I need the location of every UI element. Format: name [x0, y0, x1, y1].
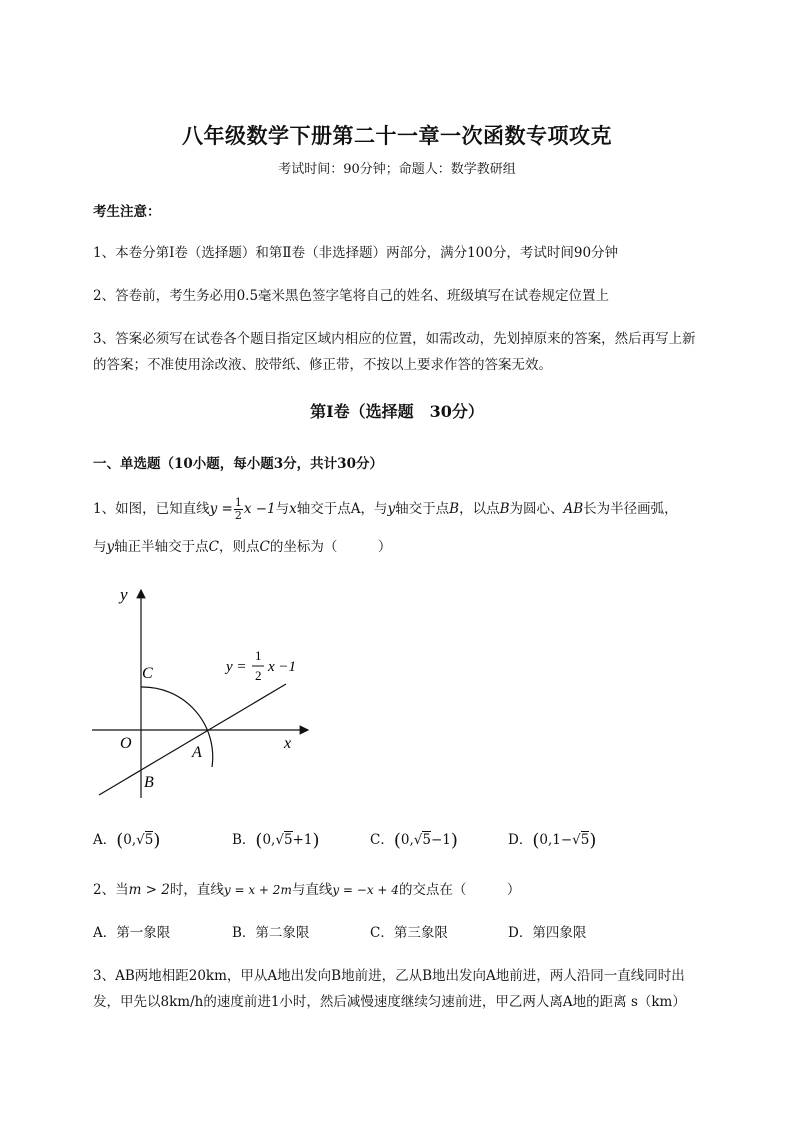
q1-eq-rest: x −1	[243, 501, 276, 517]
question-3-line-1: 3、AB两地相距20km，甲从A地出发向B地前进，乙从B地出发向A地前进，两人沿同一直线同时出	[93, 968, 685, 984]
notice-item-2: 2、答卷前，考生务必用0.5毫米黑色签字笔将自己的姓名、班级填写在试卷规定位置上	[93, 288, 610, 304]
label-b: B	[144, 774, 154, 791]
option-post: +1	[292, 832, 313, 848]
q1-var-y: y	[387, 501, 396, 517]
option-pre: 0,	[262, 832, 276, 848]
page-title: 八年级数学下册第二十一章一次函数专项攻克	[182, 123, 612, 148]
q2-option-b[interactable]: B．第二象限	[232, 925, 310, 941]
notice-item-1: 1、本卷分第I卷（选择题）和第Ⅱ卷（非选择题）两部分，满分100分，考试时间90分钟	[93, 245, 619, 261]
option-letter: C．	[370, 832, 394, 848]
q1-eq-y: y =	[209, 501, 233, 517]
eq-rest: x −1	[268, 659, 297, 675]
option-pre: 0,1−	[539, 832, 573, 848]
notice-item-3-cont: 的答案；不准使用涂改液、胶带纸、修正带，不按以上要求作答的答案无效。	[93, 357, 552, 373]
q1-text: 轴正半轴交于点	[114, 539, 209, 555]
q1-point-c: C	[208, 539, 219, 555]
q1-point-c: C	[259, 539, 270, 555]
q1-text: ，则点	[218, 539, 260, 555]
label-a: A	[192, 744, 202, 761]
question-1-line-2	[93, 535, 391, 555]
option-post: −1	[430, 832, 451, 848]
option-pre: 0,	[123, 832, 137, 848]
q2-text: 时，直线	[169, 882, 224, 898]
q2-line-1: y = x + 2m	[223, 883, 292, 897]
q1-frac-num: 1	[234, 496, 242, 509]
q1-text: 轴交于点A，与	[296, 501, 388, 517]
q1-text: ，以点	[459, 501, 500, 517]
q1-point-b: B	[449, 501, 460, 517]
eq-y: y =	[226, 659, 247, 675]
q1-segment-ab: AB	[563, 501, 584, 517]
q1-option-c[interactable]: C．(0,√5−1)	[370, 830, 458, 851]
q1-frac-den: 2	[234, 509, 242, 522]
arc	[141, 687, 213, 767]
label-x: x	[284, 735, 292, 752]
q1-text: 长为半径画弧，	[583, 501, 678, 517]
option-radicand: 5	[144, 832, 154, 848]
q2-text: 的交点在（ ）	[398, 882, 521, 898]
label-y: y	[120, 585, 128, 604]
q1-text: 与	[93, 539, 107, 555]
q1-text: 1、如图，已知直线	[93, 501, 210, 517]
q1-var-y: y	[106, 539, 115, 555]
notice-heading: 考生注意：	[93, 204, 161, 220]
q1-text: 与	[275, 501, 290, 517]
q1-var-x: x	[289, 501, 297, 517]
question-1-line-1	[93, 497, 678, 522]
option-radicand: 5	[283, 832, 293, 848]
option-letter: A．	[93, 832, 117, 848]
q1-text: 为圆心、	[509, 501, 564, 517]
q2-text: 2、当	[93, 882, 129, 898]
q1-text: 的坐标为（ ）	[269, 539, 392, 555]
eq-num: 1	[255, 648, 262, 663]
q2-text: 与直线	[291, 882, 333, 898]
q1-fraction	[234, 497, 243, 522]
option-letter: D．	[508, 832, 533, 848]
eq-den: 2	[255, 668, 262, 683]
q2-line-2: y = −x + 4	[332, 883, 399, 897]
q1-figure	[80, 578, 320, 810]
q1-option-b[interactable]: B．(0,√5+1)	[232, 830, 320, 851]
q1-point-b: B	[499, 501, 510, 517]
q1-text: 轴交于点	[395, 501, 450, 517]
label-o: O	[120, 735, 132, 752]
q2-option-d[interactable]: D．第四象限	[508, 925, 587, 941]
notice-item-3: 3、答案必须写在试卷各个题目指定区域内相应的位置，如需改动，先划掉原来的答案，然后再写上新	[93, 331, 696, 347]
q2-option-a[interactable]: A．第一象限	[93, 925, 171, 941]
question-3-line-2: 发，甲先以8km/h的速度前进1小时，然后减慢速度继续匀速前进，甲乙两人离A地的距离 s（km）	[93, 994, 686, 1010]
part1-heading: 第I卷（选择题 30分）	[310, 402, 484, 421]
q2-option-c[interactable]: C．第三象限	[370, 925, 448, 941]
q1-option-a[interactable]: A．(0,√5)	[93, 830, 161, 851]
option-radicand: 5	[422, 832, 431, 848]
q1-option-d[interactable]: D．(0,1−√5)	[508, 830, 597, 851]
option-radicand: 5	[580, 832, 590, 848]
question-2	[93, 878, 520, 898]
exam-subtitle: 考试时间：90分钟；命题人：数学教研组	[278, 162, 516, 177]
label-c: C	[142, 665, 153, 682]
option-letter: B．	[232, 832, 256, 848]
option-pre: 0,	[400, 832, 414, 848]
q2-condition: m > 2	[128, 882, 170, 898]
section1-heading: 一、单选题（10小题，每小题3分，共计30分）	[93, 456, 383, 472]
